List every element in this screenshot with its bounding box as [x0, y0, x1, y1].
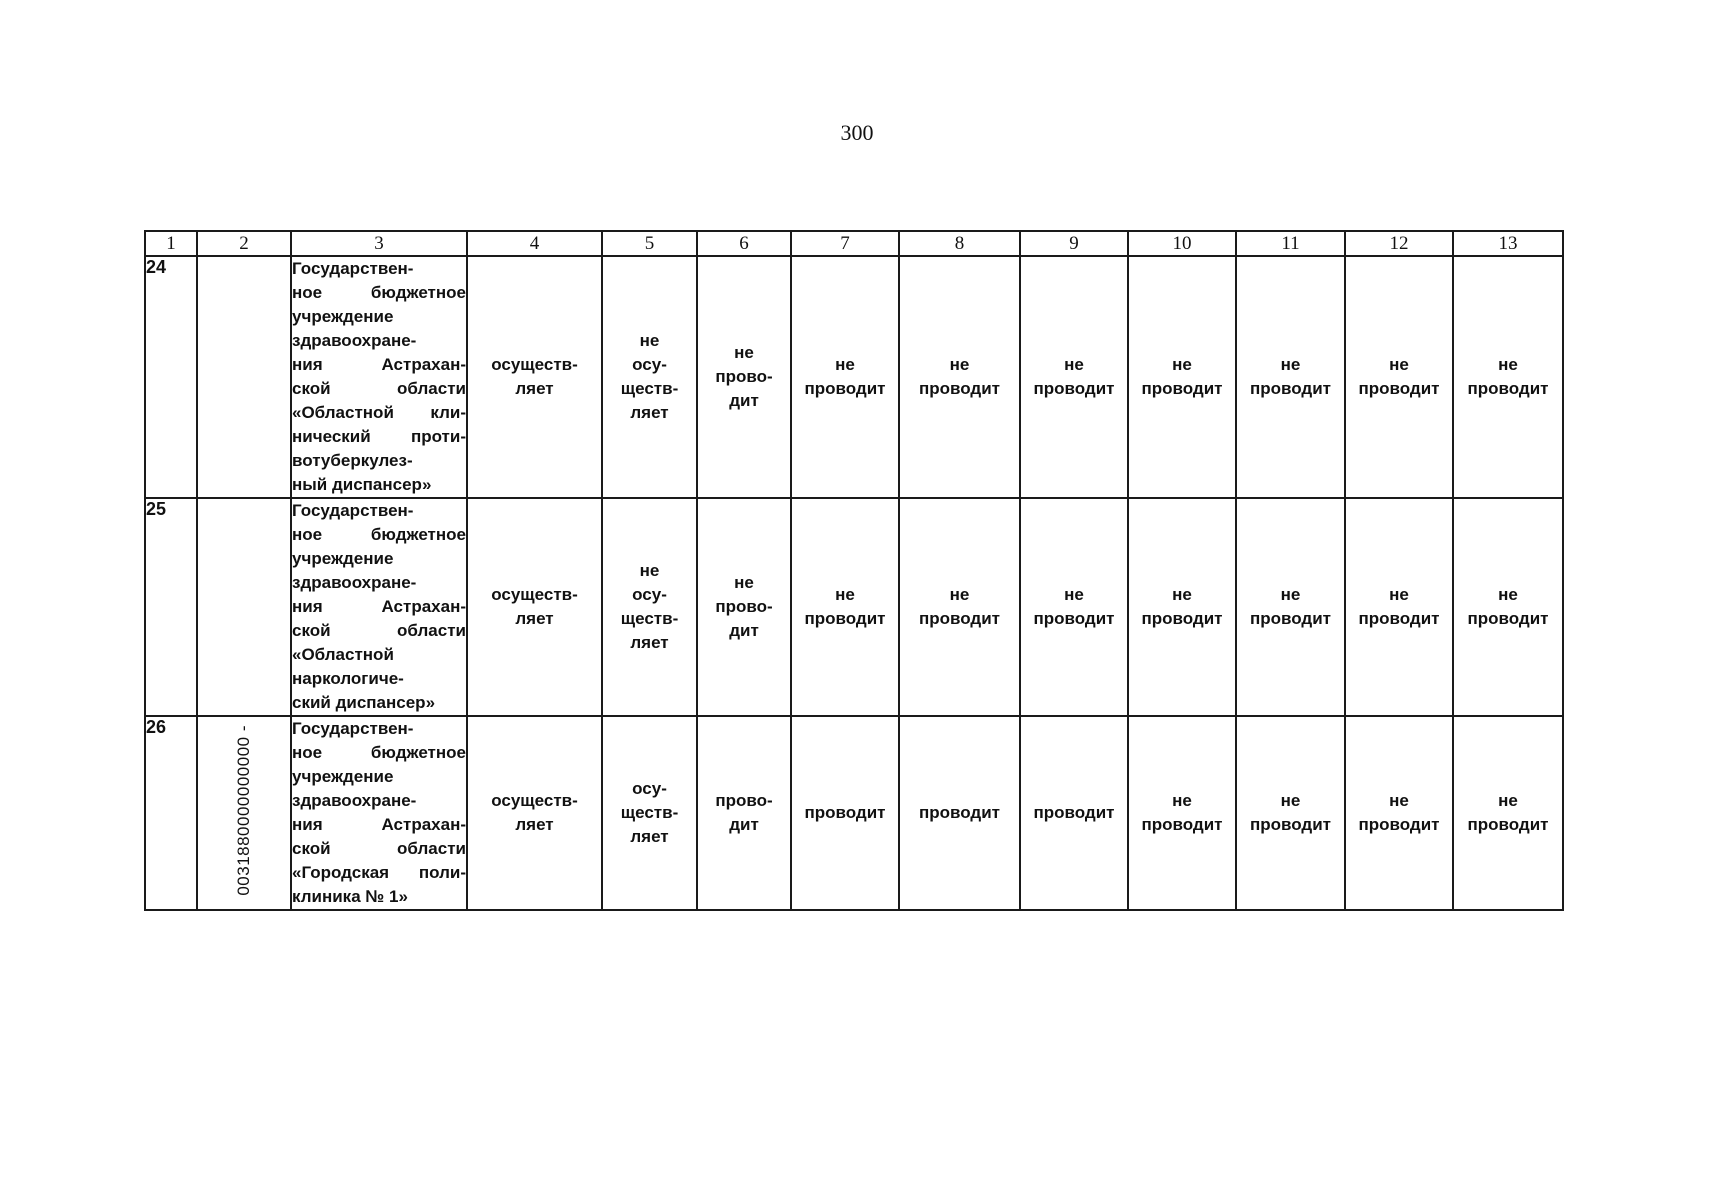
- value-cell: [1128, 256, 1236, 498]
- cell-value: не проводит: [1141, 791, 1223, 834]
- cell-value: не проводит: [1467, 585, 1549, 628]
- row-number: 26: [145, 716, 197, 910]
- column-header: 13: [1453, 231, 1563, 256]
- name-line: ский диспансер»: [292, 693, 436, 712]
- value-cell: [697, 256, 791, 498]
- cell-value: не проводит: [1250, 355, 1331, 398]
- name-line: ния Астрахан-: [292, 597, 466, 616]
- name-line: здравоохране-: [292, 791, 417, 810]
- column-header: 6: [697, 231, 791, 256]
- organization-name: [291, 716, 467, 910]
- table-row: [145, 256, 1563, 498]
- name-line: Государствен-: [292, 259, 414, 278]
- name-line: ное бюджетное: [292, 743, 466, 762]
- cell-value: осуществ- ляет: [491, 585, 578, 628]
- name-line: «Областной: [292, 645, 394, 664]
- registry-table: [144, 230, 1564, 911]
- cell-value: не проводит: [1033, 355, 1115, 398]
- value-cell: [1128, 716, 1236, 910]
- table-row: [145, 498, 1563, 716]
- cell-value: не проводит: [1358, 355, 1440, 398]
- value-cell: [1345, 716, 1453, 910]
- name-line: учреждение: [292, 307, 394, 326]
- value-cell: [1020, 716, 1128, 910]
- code-cell: [197, 498, 291, 716]
- cell-value: прово- дит: [715, 791, 773, 834]
- header-row: [145, 231, 1563, 256]
- column-header: 1: [145, 231, 197, 256]
- cell-value: не проводит: [1250, 791, 1331, 834]
- value-cell: [1236, 498, 1345, 716]
- cell-value: осуществ- ляет: [491, 791, 578, 834]
- name-line: вотуберкулез-: [292, 451, 413, 470]
- name-line: ния Астрахан-: [292, 355, 466, 374]
- name-line: учреждение: [292, 767, 394, 786]
- name-line: здравоохране-: [292, 573, 417, 592]
- value-cell: [697, 498, 791, 716]
- value-cell: [467, 498, 602, 716]
- cell-value: не проводит: [919, 585, 1000, 628]
- column-header: 11: [1236, 231, 1345, 256]
- value-cell: [1453, 498, 1563, 716]
- value-cell: [1128, 498, 1236, 716]
- name-line: «Городская поли-: [292, 863, 466, 882]
- cell-value: не проводит: [1358, 791, 1440, 834]
- column-header: 10: [1128, 231, 1236, 256]
- value-cell: [467, 256, 602, 498]
- table-row: [145, 716, 1563, 910]
- cell-value: проводит: [919, 803, 1000, 822]
- page-number: 300: [840, 120, 874, 145]
- cell-value: не осу- ществ- ляет: [620, 561, 679, 652]
- cell-value: проводит: [1033, 803, 1115, 822]
- name-line: учреждение: [292, 549, 394, 568]
- cell-value: не проводит: [804, 585, 886, 628]
- column-header: 4: [467, 231, 602, 256]
- row-number: 24: [145, 256, 197, 498]
- value-cell: [1020, 498, 1128, 716]
- value-cell: [1020, 256, 1128, 498]
- column-header: 5: [602, 231, 697, 256]
- value-cell: [697, 716, 791, 910]
- column-header: 3: [291, 231, 467, 256]
- cell-value: не проводит: [1467, 791, 1549, 834]
- row-number: 25: [145, 498, 197, 716]
- value-cell: [467, 716, 602, 910]
- value-cell: [1453, 716, 1563, 910]
- cell-value: не прово- дит: [715, 343, 773, 410]
- column-header: 9: [1020, 231, 1128, 256]
- value-cell: [1345, 256, 1453, 498]
- name-line: ской области: [292, 621, 466, 640]
- cell-value: не прово- дит: [715, 573, 773, 640]
- value-cell: [602, 256, 697, 498]
- name-line: Государствен-: [292, 501, 414, 520]
- value-cell: [602, 716, 697, 910]
- name-line: наркологиче-: [292, 669, 404, 688]
- value-cell: [899, 256, 1020, 498]
- code-cell: [197, 716, 291, 910]
- name-line: нический проти-: [292, 427, 466, 446]
- name-line: ное бюджетное: [292, 283, 466, 302]
- organization-name: [291, 256, 467, 498]
- value-cell: [791, 256, 899, 498]
- value-cell: [791, 498, 899, 716]
- cell-value: не проводит: [1141, 355, 1223, 398]
- value-cell: [1236, 256, 1345, 498]
- name-line: ской области: [292, 379, 466, 398]
- value-cell: [1236, 716, 1345, 910]
- name-line: ный диспансер»: [292, 475, 432, 494]
- cell-value: не проводит: [919, 355, 1000, 398]
- value-cell: [1345, 498, 1453, 716]
- cell-value: не осу- ществ- ляет: [620, 331, 679, 422]
- value-cell: [899, 498, 1020, 716]
- column-header: 12: [1345, 231, 1453, 256]
- cell-value: не проводит: [1467, 355, 1549, 398]
- cell-value: не проводит: [804, 355, 886, 398]
- value-cell: [791, 716, 899, 910]
- code-cell: [197, 256, 291, 498]
- registry-code: 0031880000000000 -: [234, 725, 253, 896]
- name-line: ской области: [292, 839, 466, 858]
- name-line: Государствен-: [292, 719, 414, 738]
- cell-value: не проводит: [1033, 585, 1115, 628]
- cell-value: осу- ществ- ляет: [620, 779, 679, 846]
- name-line: «Областной кли-: [292, 403, 466, 422]
- column-header: 2: [197, 231, 291, 256]
- cell-value: проводит: [804, 803, 886, 822]
- cell-value: не проводит: [1250, 585, 1331, 628]
- cell-value: осуществ- ляет: [491, 355, 578, 398]
- cell-value: не проводит: [1141, 585, 1223, 628]
- name-line: здравоохране-: [292, 331, 417, 350]
- name-line: ное бюджетное: [292, 525, 466, 544]
- value-cell: [602, 498, 697, 716]
- name-line: клиника № 1»: [292, 887, 408, 906]
- column-header: 7: [791, 231, 899, 256]
- value-cell: [899, 716, 1020, 910]
- name-line: ния Астрахан-: [292, 815, 466, 834]
- cell-value: не проводит: [1358, 585, 1440, 628]
- organization-name: [291, 498, 467, 716]
- column-header: 8: [899, 231, 1020, 256]
- value-cell: [1453, 256, 1563, 498]
